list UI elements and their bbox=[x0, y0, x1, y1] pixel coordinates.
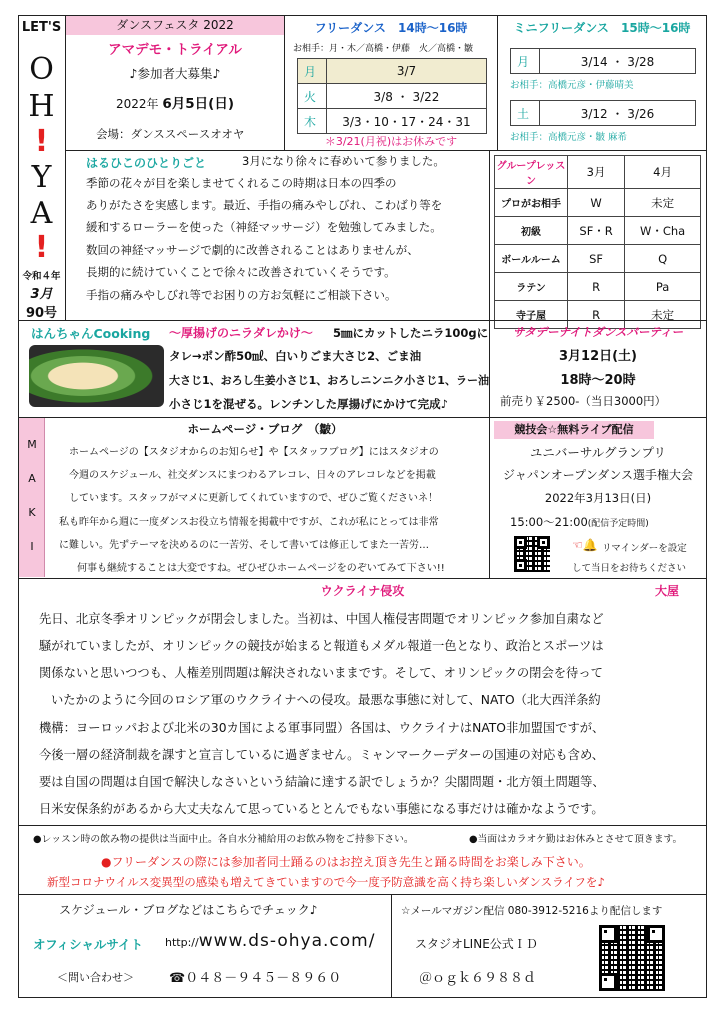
live-reminder: リマインダーを設定 bbox=[602, 543, 687, 554]
dates-cell: 3/14 ・ 3/28 bbox=[540, 49, 696, 74]
day-cell: 月 bbox=[511, 49, 540, 74]
haruhiko-line-5: 数回の神経マッサージで劇的に改善されることはありませんが、 bbox=[86, 243, 419, 257]
live-qr-code[interactable] bbox=[514, 536, 550, 572]
mini-free-time: 15時〜16時 bbox=[621, 21, 691, 35]
mini-free-heading bbox=[498, 19, 706, 36]
cooking-line-2: タレ→ポン酢50㎖、白いりごま大さじ2、ごま油 bbox=[169, 349, 422, 363]
side-letter: A bbox=[28, 472, 36, 485]
cooking-dish: 〜厚揚げのニラダレかけ〜 bbox=[169, 326, 313, 340]
footer-check: スケジュール・ブログなどはこちらでチェック♪ bbox=[59, 903, 318, 917]
mini-free-partner-1: お相手：高橋元彦・伊藤晴美 bbox=[510, 80, 634, 91]
free-dance-title: フリーダンス bbox=[314, 21, 386, 35]
free-dance-heading bbox=[285, 19, 497, 36]
line-label: スタジオLINE公式ＩＤ bbox=[415, 937, 538, 951]
mail-magazine: ☆メールマガジン配信 080-3912-5216より配信します bbox=[401, 905, 663, 917]
dance-festa-box bbox=[65, 15, 285, 151]
haruhiko-line-2: 季節の花々が目を楽しませてくれるこの時期は日本の四季の bbox=[86, 176, 397, 190]
notice-free-dance: ●フリーダンスの際には参加者同士踊るのはお控え頂き先生と踊る時間をお楽しみ下さい。 bbox=[101, 855, 591, 869]
live-time-line bbox=[510, 514, 649, 530]
side-letter: M bbox=[27, 438, 37, 451]
phone-number[interactable]: ☎０４８－９４５－８９６０ bbox=[169, 971, 342, 986]
blog-line-6: 何事も継続することは大変ですね。ぜひぜひホームページをのぞいてみて下さい!! bbox=[77, 563, 445, 574]
side-brand-column bbox=[18, 15, 66, 321]
blog-line-1: ホームページの【スタジオからのお知らせ】や【スタッフブログ】にはスタジオの bbox=[69, 447, 439, 458]
lesson-apr: Pa bbox=[625, 273, 701, 301]
dates-cell: 3/3・10・17・24・31 bbox=[327, 109, 487, 134]
blog-line-5: に難しい。先ずテーマを決めるのに一苦労、そして書いては修正してまた一苦労… bbox=[59, 540, 429, 551]
group-lesson-title: グループレッスン bbox=[495, 156, 568, 189]
free-dance-table bbox=[297, 58, 487, 134]
official-site-link[interactable] bbox=[165, 931, 375, 951]
mini-free-title: ミニフリーダンス bbox=[513, 21, 609, 35]
footer-box bbox=[18, 894, 707, 998]
free-dance-partners: お相手：月・木／高橋・伊藤 火／高橋・皺 bbox=[293, 44, 474, 54]
ukraine-line-8: 日米安保条約があるから大丈夫なんて思っているととんでもない事態になる事だけは確かなようです。 bbox=[39, 802, 604, 816]
day-cell: 月 bbox=[298, 59, 327, 84]
cooking-title: はんちゃんCooking bbox=[31, 326, 151, 341]
lets-label: LET'S bbox=[21, 20, 62, 35]
lesson-mar: R bbox=[568, 301, 625, 329]
ukraine-line-1: 先日、北京冬季オリンピックが閉会しました。当初は、中国人権侵害問題でオリンピック参加自粛など bbox=[39, 612, 604, 626]
festa-date: 6月5日(日) bbox=[162, 96, 234, 112]
group-lesson-box bbox=[489, 150, 707, 321]
table-row bbox=[298, 59, 487, 84]
brand-letter-o: O bbox=[29, 52, 54, 87]
table-row bbox=[511, 101, 696, 126]
blog-box bbox=[18, 417, 490, 579]
lesson-name: ボールルーム bbox=[495, 245, 568, 273]
saturday-party-box bbox=[489, 320, 707, 418]
notice-drinks: ●レッスン時の飲み物の提供は当面中止。各自水分補給用のお飲み物をご持参下さい。 bbox=[33, 834, 414, 845]
table-row bbox=[495, 156, 701, 189]
divider bbox=[391, 895, 392, 997]
cooking-box bbox=[18, 320, 490, 418]
notice-covid: 新型コロナウイルス変異型の感染も増えてきていますので今一度予防意識を高く持ち楽しいダンスライフを♪ bbox=[47, 875, 605, 889]
blog-line-3: しています。スタッフがマメに更新してくれていますので、ぜひご覧くださいネ！ bbox=[69, 493, 438, 504]
free-dance-note: ＊3/21(月祝)はお休みです bbox=[324, 135, 458, 148]
mini-free-partner-2: お相手：高橋元彦・皺 麻希 bbox=[510, 132, 628, 143]
lesson-name: プロがお相手 bbox=[495, 189, 568, 217]
era-label: 令和４年 bbox=[22, 271, 61, 282]
lesson-name: ラテン bbox=[495, 273, 568, 301]
lesson-apr: Q bbox=[625, 245, 701, 273]
blog-side-strip bbox=[19, 418, 45, 577]
lesson-apr: W・Cha bbox=[625, 217, 701, 245]
haruhiko-line-3: ありがたさを実感します。最近、手指の痛みやしびれ、こわばり等を bbox=[86, 198, 443, 212]
haruhiko-line-6: 長期的に続けていくことで徐々に改善されていくそうです。 bbox=[86, 265, 396, 279]
haruhiko-line-7: 手指の痛みやしびれ等でお困りの方お気軽にご相談下さい。 bbox=[86, 288, 397, 302]
saturday-price: 前売り￥2500-（当日3000円） bbox=[500, 394, 667, 408]
mini-free-row-2 bbox=[510, 100, 696, 126]
table-row bbox=[511, 49, 696, 74]
month-header: 3月 bbox=[568, 156, 625, 189]
day-cell: 土 bbox=[511, 101, 540, 126]
contact-label: ＜問い合わせ＞ bbox=[57, 971, 134, 984]
cooking-line-1: 5㎜にカットしたニラ100gに bbox=[333, 326, 489, 340]
lesson-mar: SF bbox=[568, 245, 625, 273]
notices-box bbox=[18, 825, 707, 895]
table-row bbox=[495, 245, 701, 273]
live-title: 競技会☆無料ライブ配信 bbox=[494, 421, 654, 439]
mini-free-dance-box bbox=[497, 15, 707, 151]
line-qr-code[interactable] bbox=[599, 925, 665, 991]
saturday-title: サタデーナイトダンスパーティー bbox=[513, 325, 683, 339]
url-prefix: http:// bbox=[165, 936, 199, 949]
lesson-apr: 未定 bbox=[625, 189, 701, 217]
side-letter: I bbox=[30, 540, 34, 553]
haruhiko-line-1: 3月になり徐々に春めいて参りました。 bbox=[242, 154, 445, 168]
mini-free-row-1 bbox=[510, 48, 696, 74]
ukraine-line-5: 機構：ヨーロッパおよび北米の30カ国による軍事同盟）各国は、ウクライナはNATO非加盟国ですが、 bbox=[39, 721, 605, 735]
dates-cell: 3/12 ・ 3/26 bbox=[540, 101, 696, 126]
table-row bbox=[495, 217, 701, 245]
month-label: 3月 bbox=[30, 287, 53, 302]
live-event-1: ユニバーサルグランプリ bbox=[529, 445, 667, 460]
table-row bbox=[495, 273, 701, 301]
festa-title: アマデモ・トライアル bbox=[108, 42, 242, 58]
line-id[interactable]: ＠ｏｇｋ６９８８ｄ bbox=[419, 971, 537, 986]
haruhiko-line-4: 緩和するローラーを使った（神経マッサージ）を勉強してみました。 bbox=[86, 220, 442, 234]
brand-letter-exclaim-2: ! bbox=[34, 230, 49, 265]
live-time: 15:00〜21:00 bbox=[510, 515, 588, 529]
table-row bbox=[298, 109, 487, 134]
cooking-line-3: 大さじ1、おろし生姜小さじ1、おろしニンニク小さじ1、ラー油 bbox=[169, 374, 489, 387]
festa-date-line bbox=[66, 92, 284, 112]
lesson-mar: W bbox=[568, 189, 625, 217]
festa-date-prefix: 2022年 bbox=[115, 97, 159, 111]
day-cell: 火 bbox=[298, 84, 327, 109]
haruhiko-box bbox=[65, 150, 490, 321]
dates-cell: 3/8 ・ 3/22 bbox=[327, 84, 487, 109]
group-lesson-table bbox=[494, 155, 701, 329]
festa-subtitle: ♪参加者大募集♪ bbox=[129, 66, 221, 81]
blog-title: ホームページ・ブログ （皺） bbox=[187, 422, 343, 436]
ukraine-title: ウクライナ侵攻 bbox=[320, 584, 405, 598]
table-row bbox=[495, 189, 701, 217]
table-row bbox=[298, 84, 487, 109]
ukraine-line-4: いたかのように今回のロシア軍のウクライナへの侵攻。最悪な事態に対して、NATO（北大西洋条約 bbox=[51, 693, 601, 707]
dates-cell: 3/7 bbox=[327, 59, 487, 84]
ukraine-line-7: 要は自国の問題は自国で解決しなさいという結論に達する訳でしょうか？尖閣問題・北方領土問題等、 bbox=[39, 775, 605, 789]
live-reminder-2: して当日をお待ちください bbox=[572, 563, 687, 574]
festa-venue: 会場：ダンススペースオオヤ bbox=[96, 127, 245, 141]
brand-letter-h: H bbox=[28, 89, 55, 124]
free-dance-time: 14時〜16時 bbox=[398, 21, 468, 35]
festa-header: ダンスフェスタ 2022 bbox=[66, 16, 284, 35]
brand-letter-y: Y bbox=[31, 160, 52, 195]
day-cell: 木 bbox=[298, 109, 327, 134]
ukraine-line-3: 関係ないと思いつつも、人権差別問題は解決されないままです。そして、オリンピックの閉会を待って bbox=[39, 666, 603, 680]
live-stream-box bbox=[489, 417, 707, 579]
side-letter: K bbox=[28, 506, 36, 519]
dish-photo bbox=[29, 345, 164, 407]
site-label: オフィシャルサイト bbox=[33, 937, 144, 952]
lesson-name: 寺子屋 bbox=[495, 301, 568, 329]
brand-letter-exclaim: ! bbox=[34, 124, 49, 159]
notice-karaoke: ●当面はカラオケ勤はお休みとさせて頂きます。 bbox=[469, 834, 683, 845]
saturday-time: 18時〜20時 bbox=[560, 373, 636, 388]
live-date: 2022年3月13日(日) bbox=[544, 491, 652, 505]
live-event-2: ジャパンオープンダンス選手権大会 bbox=[503, 468, 693, 482]
url: www.ds-ohya.com/ bbox=[198, 931, 376, 951]
lesson-name: 初級 bbox=[495, 217, 568, 245]
issue-label: 90号 bbox=[25, 306, 58, 321]
ukraine-line-2: 騒がれていましたが、オリンピックの競技が始まると報道もメダル報道一色となり、政治とスポーツは bbox=[39, 639, 604, 653]
ukraine-box bbox=[18, 578, 707, 826]
live-time-note: (配信予定時間) bbox=[587, 519, 649, 529]
lesson-apr: 未定 bbox=[625, 301, 701, 329]
blog-line-2: 今週のスケジュール、社交ダンスにまつわるアレコレ、日々のアレコレなどを掲載 bbox=[69, 470, 436, 481]
lesson-mar: R bbox=[568, 273, 625, 301]
ukraine-author: 大屋 bbox=[655, 584, 680, 598]
blog-line-4: 私も昨年から週に一度ダンスお役立ち情報を掲載中ですが、これが私にとっては非常 bbox=[59, 517, 439, 528]
saturday-date: 3月12日(土) bbox=[558, 349, 638, 364]
ukraine-line-6: 今後一層の経済制裁を課すと宣言しているに過ぎません。ミャンマークーデターの国連の対応も含め、 bbox=[39, 748, 605, 762]
hand-bell-icon: ☜🔔 bbox=[572, 538, 598, 552]
free-dance-box bbox=[284, 15, 498, 151]
brand-letter-a: A bbox=[30, 196, 53, 231]
lesson-mar: SF・R bbox=[568, 217, 625, 245]
month-header: 4月 bbox=[625, 156, 701, 189]
haruhiko-title: はるひこのひとりごと bbox=[86, 156, 207, 170]
cooking-line-4: 小さじ1を混ぜる。レンチンした厚揚げにかけて完成♪ bbox=[169, 397, 448, 411]
